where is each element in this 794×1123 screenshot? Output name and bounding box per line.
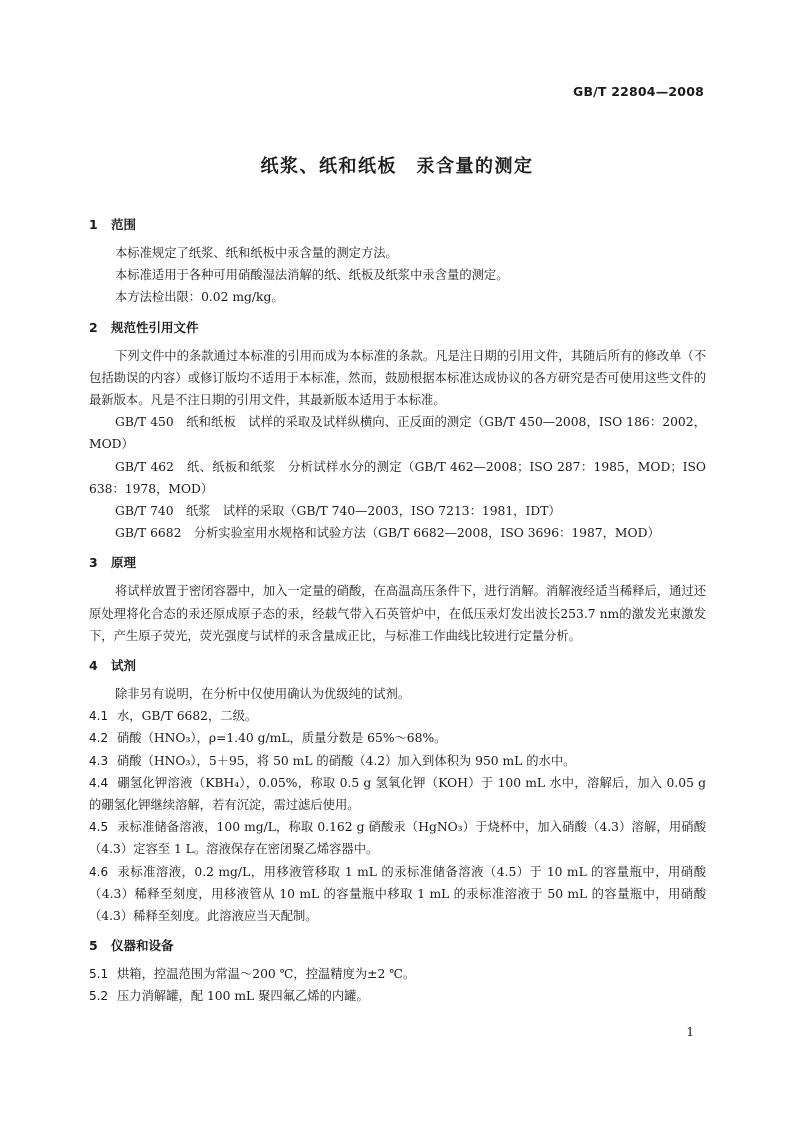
- document-title: 纸浆、纸和纸板 汞含量的测定: [260, 156, 534, 177]
- reference-item: GB/T 740 纸浆 试样的采取（GB/T 740—2003，ISO 7213：1981，IDT）: [115, 504, 561, 519]
- standard-number: GB/T 22804—2008: [572, 84, 704, 99]
- list-item: [89, 727, 706, 749]
- list-item: [89, 963, 706, 985]
- item-number: 5.2: [89, 989, 109, 1004]
- page-number: 1: [686, 1025, 694, 1039]
- section-title: 试剂: [111, 658, 137, 674]
- list-item: [89, 816, 706, 860]
- section-heading-scope: [89, 216, 706, 234]
- section-heading-normative-references: [89, 319, 706, 337]
- reference-item: GB/T 462 纸、纸板和纸浆 分析试样水分的测定（GB/T 462—2008；ISO 287：1985，MOD；ISO 638：1978，MOD）: [89, 459, 706, 496]
- item-text: 硝酸（HNO₃），5＋95，将 50 mL 的硝酸（4.2）加入到体积为 950 mL 的水中。: [117, 753, 576, 768]
- section-title: 原理: [111, 555, 137, 571]
- section-number: 3: [89, 555, 98, 571]
- paragraph: 将试样放置于密闭容器中，加入一定量的硝酸，在高温高压条件下，进行消解。消解液经适当稀释后，通过还原处理将化合态的汞还原成原子态的汞，经载气带入石英管炉中，在低压汞灯发出波长253.7 nm的激发光束激发下，产生原子荧光，荧光强度与试样的汞含量成正比，与标准工作曲线比较进行定量分析。: [89, 584, 706, 643]
- section-number: 1: [89, 217, 98, 232]
- list-item: [89, 985, 706, 1007]
- list-item: [89, 705, 706, 727]
- document-body: [89, 216, 706, 1008]
- reference-item: GB/T 450 纸和纸板 试样的采取及试样纵横向、正反面的测定（GB/T 450—2008，ISO 186：2002，MOD）: [89, 415, 706, 452]
- section-number: 2: [89, 319, 98, 335]
- item-number: 4.3: [89, 753, 109, 768]
- item-text: 压力消解罐，配 100 mL 聚四氟乙烯的内罐。: [117, 989, 369, 1004]
- item-text: 硝酸（HNO₃），ρ=1.40 g/mL，质量分数是 65%～68%。: [117, 731, 447, 746]
- item-number: 4.2: [89, 731, 109, 746]
- item-number: 4.1: [89, 709, 109, 724]
- item-text: 汞标准储备溶液，100 mg/L，称取 0.162 g 硝酸汞（HgNO₃）于烧杯中，加入硝酸（4.3）溶解，用硝酸（4.3）定容至 1 L。溶液保存在密闭聚乙烯容器中。: [89, 820, 706, 857]
- section-heading-apparatus: [89, 937, 706, 955]
- item-text: 汞标准溶液，0.2 mg/L，用移液管移取 1 mL 的汞标准储备溶液（4.5）于 10 mL 的容量瓶中，用硝酸（4.3）稀释至刻度，用移液管从 10 mL 的容量瓶中移取 1 mL 的汞标准溶液于 50 mL 的容量瓶中，用硝酸（4.3）稀释至刻度。此溶液应当天配制。: [89, 864, 706, 924]
- list-item: [89, 750, 706, 772]
- section-heading-reagents: [89, 657, 706, 675]
- item-number: 4.6: [89, 864, 109, 879]
- list-item: [89, 861, 706, 928]
- section-number: 4: [89, 658, 98, 674]
- list-item: [89, 772, 706, 816]
- section-title: 规范性引用文件: [111, 319, 199, 335]
- item-text: 烘箱，控温范围为常温～200 ℃，控温精度为±2 ℃。: [117, 967, 416, 982]
- item-text: 水，GB/T 6682，二级。: [117, 709, 258, 724]
- section-heading-principle: [89, 554, 706, 572]
- item-number: 4.5: [89, 820, 109, 835]
- paragraph: 本标准规定了纸浆、纸和纸板中汞含量的测定方法。: [115, 246, 398, 260]
- reference-item: GB/T 6682 分析实验室用水规格和试验方法（GB/T 6682—2008，ISO 3696：1987，MOD）: [115, 526, 660, 541]
- item-number: 5.1: [89, 967, 109, 982]
- section-title: 范围: [111, 217, 137, 232]
- item-text: 硼氢化钾溶液（KBH₄），0.05%，称取 0.5 g 氢氧化钾（KOH）于 100 mL 水中，溶解后，加入 0.05 g 的硼氢化钾继续溶解，若有沉淀，需过滤后使用。: [89, 775, 706, 813]
- section-number: 5: [89, 938, 98, 954]
- item-number: 4.4: [89, 775, 109, 790]
- paragraph: 下列文件中的条款通过本标准的引用而成为本标准的条款。凡是注日期的引用文件，其随后所有的修改单（不包括勘误的内容）或修订版均不适用于本标准，然而，鼓励根据本标准达成协议的各方研究是否可使用这些文件的最新版本。凡是不注日期的引用文件，其最新版本适用于本标准。: [89, 348, 706, 408]
- paragraph: 本方法检出限：0.02 mg/kg。: [115, 290, 284, 305]
- section-title: 仪器和设备: [111, 938, 174, 954]
- paragraph: 本标准适用于各种可用硝酸湿法消解的纸、纸板及纸浆中汞含量的测定。: [115, 268, 509, 283]
- paragraph: 除非另有说明，在分析中仅使用确认为优级纯的试剂。: [115, 687, 411, 702]
